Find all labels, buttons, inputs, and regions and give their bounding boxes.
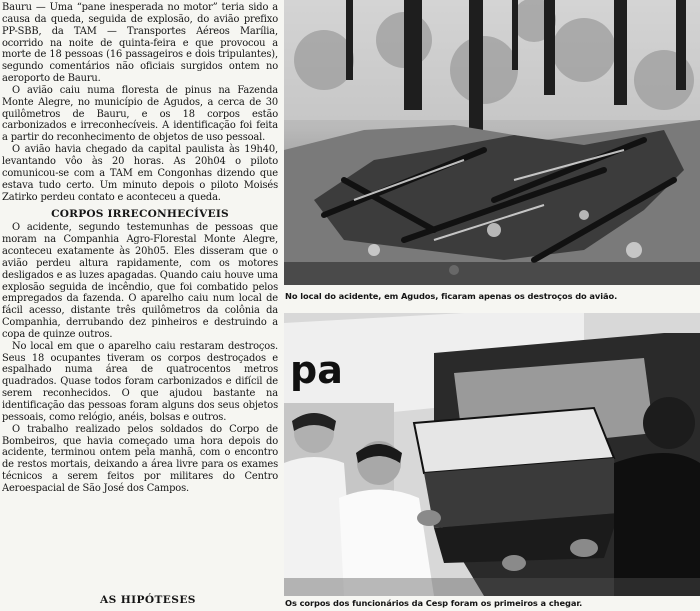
- crash-site-photo: [284, 0, 700, 285]
- article-paragraph: Bauru — Uma “pane inesperada no motor” teria sido a causa da queda, seguida de explosão, do avião prefixo PP-SBB, da TAM — Transportes Aéreos Marília, ocorrido na noite de quinta-feira e que provocou a morte de 18 pessoas (16 passageiros e dois tripulantes), segundo comentários não oficiais surgidos ontem no aeroporto de Bauru.: [2, 2, 278, 85]
- coffin-image: [284, 313, 700, 596]
- article-paragraph: O avião caiu numa floresta de pinus na Fazenda Monte Alegre, no município de Agudos, a cerca de 30 quilômetros de Bauru, e os 18 corpos estão carbonizados e irreconhecíveis. A identificação foi feita a partir do reconhecimento de objetos de uso pessoal.: [2, 84, 278, 144]
- photo-caption: Os corpos dos funcionários da Cesp foram os primeiros a chegar.: [285, 598, 583, 608]
- article-paragraph: O trabalho realizado pelos soldados do Corpo de Bombeiros, que havia começado uma hora depois do acidente, terminou ontem pela manhã, com o encontro de restos mortais, deixando a área livre para os exames técnicos a serem feitos por militares do Centro Aeroespacial de São José dos Campos.: [2, 423, 278, 494]
- article-paragraph: O acidente, segundo testemunhas de pessoas que moram na Companhia Agro-Florestal Monte Alegre, aconteceu exatamente às 20h05. Eles disseram que o avião perdeu altura rapidamente, com os motores desligados e as luzes apagadas. Quando caiu houve uma explosão seguida de incêndio, que foi combatido pelos empregados da fazenda. O aparelho caiu num local de fácil acesso, distante três quilômetros da colônia da Companhia, derrubando dez pinheiros e destruindo a copa de quinze outros.: [2, 222, 278, 340]
- article-paragraph: No local em que o aparelho caiu restaram destroços. Seus 18 ocupantes tiveram os corpos destroçados e espalhado numa área de quatrocentos metros quadrados. Quase todos foram carbonizados e difícil de serem reconhecidos. O que ajudou bastante na identificação das pessoas foram alguns dos seus objetos pessoais, como relógio, anéis, bolsas e outros.: [2, 340, 278, 423]
- coffin-photo: [284, 313, 700, 596]
- article-column: [2, 2, 278, 609]
- article-paragraph: O avião havia chegado da capital paulista às 19h40, levantando vôo às 20 horas. As 20h04 o piloto comunicou-se com a TAM em Congonhas dizendo que estava tudo certo. Um minuto depois o piloto Moisés Zatirko perdeu contato e aconteceu a queda.: [2, 144, 278, 203]
- subheading-hypotheses: AS HIPÓTESES: [100, 594, 196, 606]
- photo-caption: No local do acidente, em Agudos, ficaram apenas os destroços do avião.: [285, 291, 618, 301]
- sign-text: pa: [290, 348, 343, 392]
- crash-site-image: [284, 0, 700, 285]
- subheading: CORPOS IRRECONHECÍVEIS: [51, 208, 229, 221]
